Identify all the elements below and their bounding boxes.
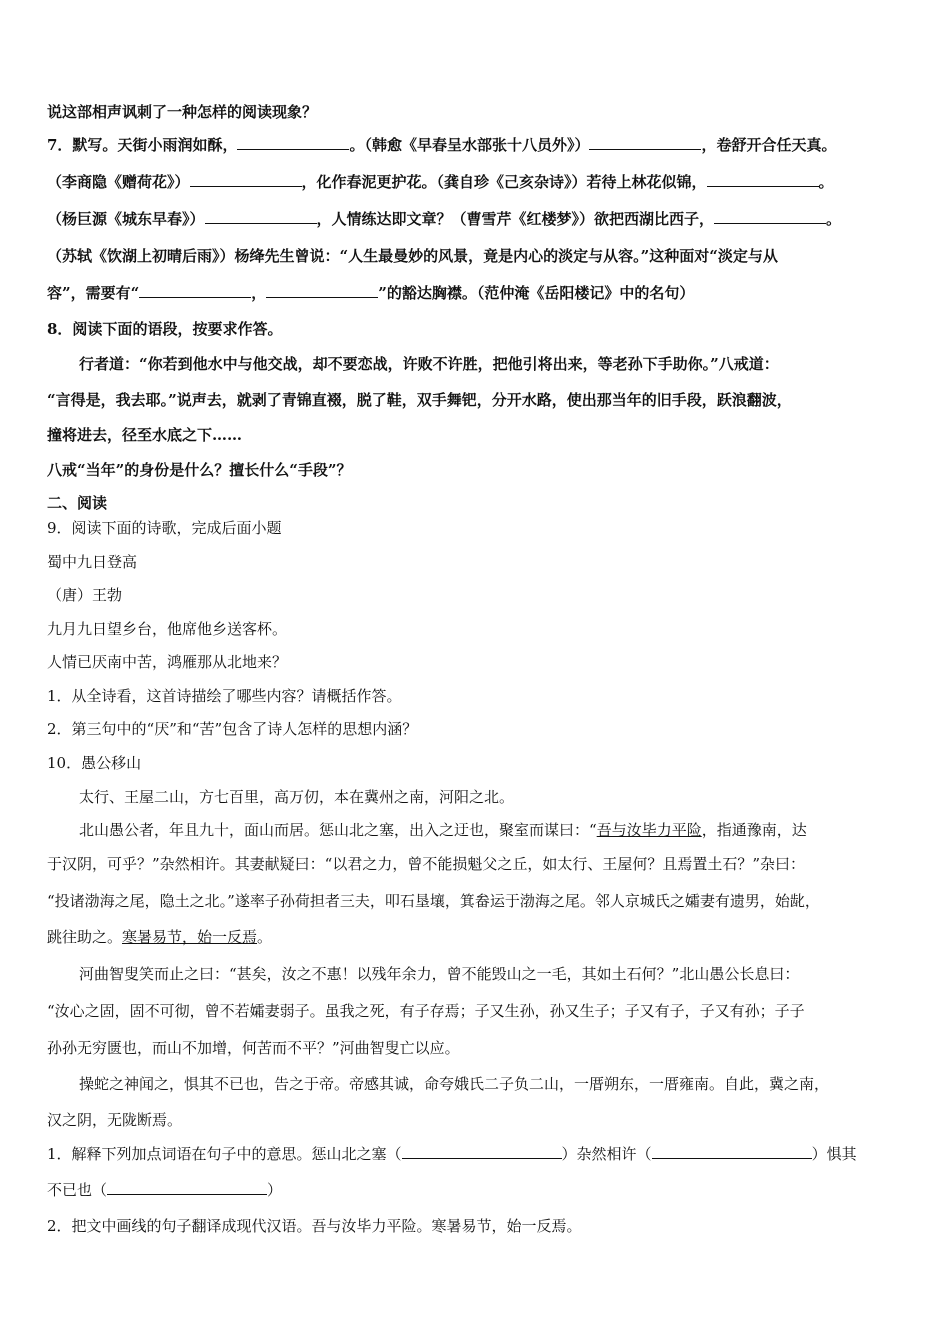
answer-blank[interactable] [589,135,701,150]
answer-blank[interactable] [707,172,819,187]
q10-passage-line [47,925,272,949]
q10-passage-line: 太行、王屋二山，方七百里，高万仞，本在冀州之南，河阳之北。 [79,788,515,806]
q7-text: ，卷舒开合任天真。 [701,136,837,154]
q10-passage-line: “投诸渤海之尾，隐土之北。”遂率子孙荷担者三夫，叩石垦壤，箕畚运于渤海之尾。邻人京城氏之孀妻有遗男，始龀， [47,892,820,910]
q7-line-5 [47,281,694,305]
answer-blank[interactable] [190,172,302,187]
q10-text: 跳往助之。 [47,928,123,946]
underlined-sentence: 吾与汝毕力平险 [596,821,702,839]
q7-line-3 [47,207,841,231]
q8-passage-line: “言得是，我去耶。”说声去，就剥了青锦直裰，脱了鞋，双手舞钯，分开水路，使出那当年的旧手段，跃浪翻波， [47,391,792,409]
q10-passage-line [47,818,807,842]
q8-title: 8．阅读下面的语段，按要求作答。 [47,320,283,338]
q10-text: 北山愚公者，年且九十，面山而居。惩山北之塞，出入之迂也，聚室而谋曰：“ [79,821,597,839]
q10-text: ） [267,1181,283,1199]
answer-blank[interactable] [402,1144,562,1159]
poem-line: 九月九日望乡台，他席他乡送客杯。 [47,620,288,638]
answer-blank[interactable] [266,283,378,298]
q7-text: 容”，需要有“ [47,284,140,302]
q10-passage-line: 汉之阴，无陇断焉。 [47,1111,183,1129]
answer-blank[interactable] [237,135,349,150]
q10-text: ）惧其 [811,1145,857,1163]
q7-text: （李商隐《赠荷花》） [47,173,190,191]
answer-blank[interactable] [139,283,251,298]
poem-line: 人情已厌南中苦，鸿雁那从北地来？ [47,653,288,671]
q10-passage-line: 河曲智叟笑而止之曰：“甚矣，汝之不惠！以残年余力，曾不能毁山之一毛，其如土石何？”北山愚公长息曰： [79,965,800,983]
q10-sub-question-1-cont [47,1178,282,1202]
q10-sub-question-1 [47,1142,857,1166]
underlined-sentence: 寒暑易节，始一反焉 [122,928,258,946]
poem-author: （唐）王勃 [47,586,123,604]
q7-text: ， [251,284,267,302]
q10-passage-line: 于汉阴，可乎？”杂然相许。其妻献疑曰：“以君之力，曾不能损魁父之丘，如太行、王屋何？且焉置土石？”杂曰： [47,855,806,873]
q7-line-1 [47,133,836,157]
q10-passage-line: “汝心之固，固不可彻，曾不若孀妻弱子。虽我之死，有子存焉；子又生孙，孙又生子；子又有子，子又有孙；子子 [47,1002,805,1020]
q8-question: 八戒“当年”的身份是什么？擅长什么“手段”？ [47,461,352,479]
q7-text: 。 [826,210,842,228]
q6-question-tail: 说这部相声讽刺了一种怎样的阅读现象？ [47,103,318,121]
q10-text: 不已也（ [47,1181,108,1199]
q7-text: 。 [818,173,834,191]
answer-blank[interactable] [107,1180,267,1195]
q10-passage-line: 操蛇之神闻之，惧其不已也，告之于帝。帝感其诚，命夸娥氏二子负二山，一厝朔东，一厝雍南。自此，冀之南， [79,1075,830,1093]
q10-text: 。 [257,928,273,946]
q7-text: ”的豁达胸襟。（范仲淹《岳阳楼记》中的名句） [378,284,695,302]
q10-title: 10．愚公移山 [47,754,142,772]
q7-text: ，人情练达即文章？（曹雪芹《红楼梦》）欲把西湖比西子， [316,210,715,228]
answer-blank[interactable] [205,209,317,224]
answer-blank[interactable] [652,1144,812,1159]
q10-sub-question-2: 2．把文中画线的句子翻译成现代汉语。吾与汝毕力平险。寒暑易节，始一反焉。 [47,1217,582,1235]
q9-sub-question-1: 1．从全诗看，这首诗描绘了哪些内容？请概括作答。 [47,687,402,705]
q10-text: 1．解释下列加点词语在句子中的意思。惩山北之塞（ [47,1145,402,1163]
q7-text: （杨巨源《城东早春》） [47,210,205,228]
q7-text: 7．默写。天街小雨润如酥， [47,136,238,154]
poem-title: 蜀中九日登高 [47,553,138,571]
q8-passage-line: 撞将进去，径至水底之下…… [47,426,243,444]
q10-text: ，指通豫南，达 [701,821,807,839]
q7-line-2 [47,170,834,194]
answer-blank[interactable] [714,209,826,224]
q7-text: ，化作春泥更护花。（龚自珍《己亥杂诗》）若待上林花似锦， [301,173,707,191]
q7-text: 。（韩愈《早春呈水部张十八员外》） [349,136,590,154]
q10-text: ）杂然相许（ [561,1145,652,1163]
q7-line-4: （苏轼《饮湖上初晴后雨》）杨绛先生曾说：“人生最曼妙的风景，竟是内心的淡定与从容。”这种面对“淡定与从 [47,247,778,265]
q10-passage-line: 孙孙无穷匮也，而山不加增，何苦而不平？”河曲智叟亡以应。 [47,1039,460,1057]
q9-sub-question-2: 2．第三句中的“厌”和“苦”包含了诗人怎样的思想内涵？ [47,720,418,738]
section-heading-reading: 二、阅读 [47,494,108,512]
q9-title: 9．阅读下面的诗歌，完成后面小题 [47,519,282,537]
q8-passage-line: 行者道：“你若到他水中与他交战，却不要恋战，许败不许胜，把他引将出来，等老孙下手助你。”八戒道： [79,355,779,373]
